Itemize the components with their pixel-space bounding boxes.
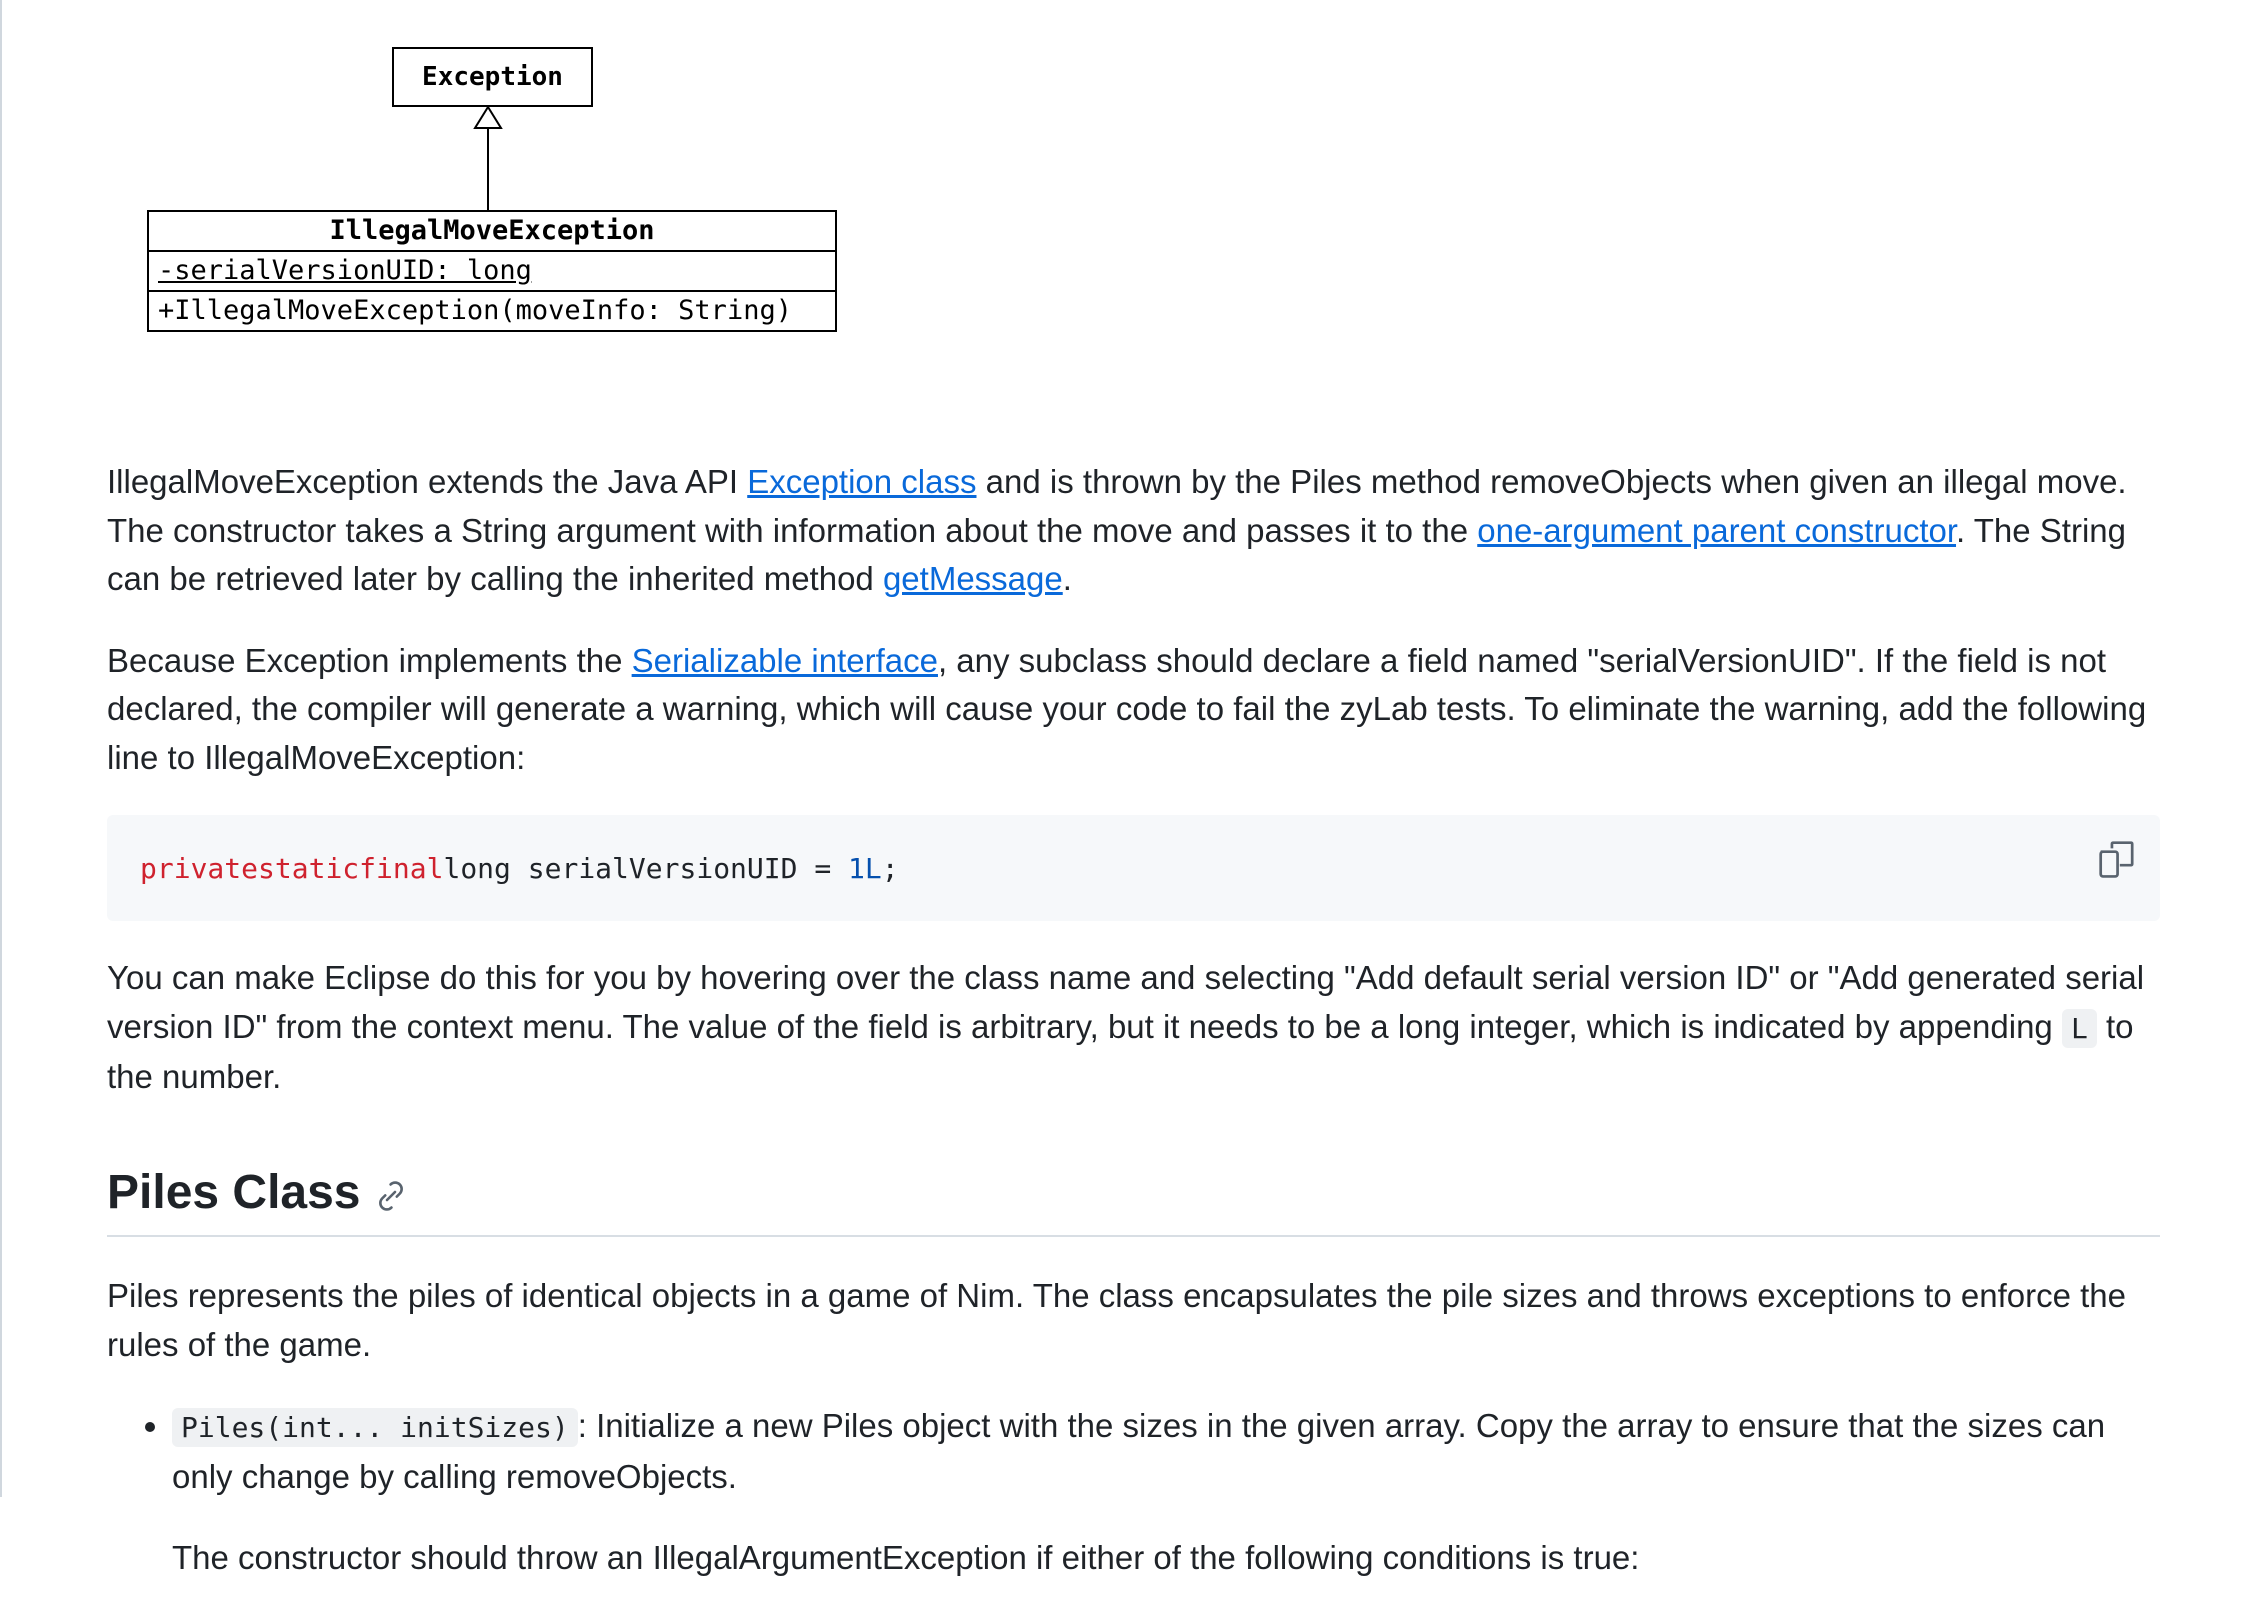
text: to the number. bbox=[107, 1007, 2134, 1095]
serializable-interface-link[interactable]: Serializable interface bbox=[631, 641, 938, 679]
copy-icon[interactable] bbox=[2099, 841, 2135, 877]
code-keyword: static bbox=[258, 851, 360, 885]
method-list bbox=[107, 1402, 2160, 1583]
markdown-body bbox=[107, 0, 2160, 1616]
uml-constructor: +IllegalMoveException(moveInfo: String) bbox=[158, 295, 792, 326]
code-keyword: final bbox=[359, 851, 444, 885]
inline-code: L bbox=[2062, 1009, 2097, 1048]
code-text: long serialVersionUID = bbox=[443, 851, 849, 885]
uml-class-name: IllegalMoveException bbox=[149, 212, 835, 252]
exception-class-link[interactable]: Exception class bbox=[747, 463, 977, 500]
uml-field: -serialVersionUID: long bbox=[149, 252, 835, 292]
uml-class-diagram bbox=[107, 47, 847, 387]
code-keyword: private bbox=[140, 851, 259, 885]
code-text: ; bbox=[881, 851, 899, 885]
paragraph-illegal-move-exception bbox=[107, 458, 2160, 604]
constructor-signature: Piles(int... initSizes) bbox=[172, 1408, 578, 1447]
text: Because Exception implements the bbox=[107, 641, 632, 679]
heading-text: Piles Class bbox=[107, 1165, 361, 1219]
inheritance-arrow-icon bbox=[473, 105, 503, 211]
piles-class-heading bbox=[107, 1164, 2160, 1238]
paragraph-serializable bbox=[107, 637, 2160, 783]
link-icon[interactable] bbox=[375, 1180, 407, 1212]
paragraph-eclipse bbox=[107, 954, 2160, 1102]
code-number: 1L bbox=[848, 851, 882, 885]
text: , any subclass should declare a field named "serialVersionUID". If the field is not declared, the compiler will generate a warning, which will cause your code to fail the zyLab tests. To eliminate the warning, add the following line to IllegalMoveException: bbox=[107, 641, 2147, 776]
text: . bbox=[1062, 560, 1072, 597]
constructor-exception-note: The constructor should throw an IllegalArgumentException if either of the following conditions is true: bbox=[172, 1539, 1640, 1577]
get-message-link[interactable]: getMessage bbox=[882, 560, 1063, 597]
text: IllegalMoveException extends the Java API bbox=[107, 463, 748, 500]
text: and is thrown by the Piles method removeObjects when given an illegal move. The constructor takes a String argument with information about the move and passes it to the bbox=[107, 463, 2127, 549]
text: : Initialize a new Piles object with the sizes in the given array. Copy the array to ensure that the sizes can only change by calling removeObjects. bbox=[172, 1407, 2106, 1495]
text: You can make Eclipse do this for you by hovering over the class name and selecting "Add default serial version ID" or "Add generated serial version ID" from the context menu. The value of the field is arbitrary, but it needs to be a long integer, which is indicated by appending bbox=[107, 959, 2145, 1045]
uml-exception-box: Exception bbox=[392, 47, 593, 107]
page-left-border bbox=[0, 0, 2, 1497]
uml-illegal-move-exception-box bbox=[147, 210, 837, 332]
parent-constructor-link[interactable]: one-argument parent constructor bbox=[1477, 511, 1957, 549]
code-block bbox=[107, 815, 2160, 921]
paragraph-piles-description: Piles represents the piles of identical objects in a game of Nim. The class encapsulates the pile sizes and throws exceptions to enforce the rules of the game. bbox=[107, 1277, 2126, 1363]
text: . The String can be retrieved later by calling the inherited method bbox=[107, 511, 2126, 597]
list-item bbox=[172, 1402, 2160, 1583]
